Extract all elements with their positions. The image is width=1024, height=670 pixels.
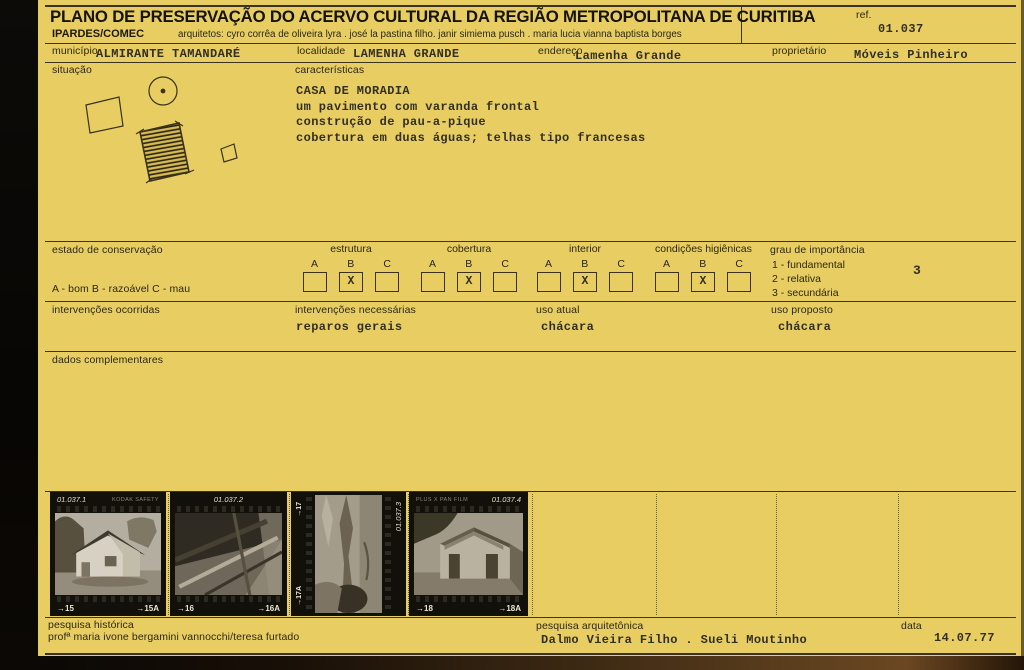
localidade-value: LAMENHA GRANDE — [353, 47, 460, 61]
situacao-label: situação — [52, 64, 92, 76]
importancia-options — [772, 258, 845, 300]
caracteristica-line: um pavimento com varanda frontal — [296, 99, 540, 114]
photo-slot-divider — [289, 494, 290, 615]
group-name: condições higiênicas — [655, 243, 752, 255]
col-letter-a: A — [663, 258, 671, 270]
organization-label: IPARDES/COMEC — [52, 28, 145, 40]
photo-image-house-corner — [414, 513, 523, 595]
municipio-value: ALMIRANTE TAMANDARÉ — [96, 47, 241, 61]
photo-negative-2 — [170, 492, 287, 616]
photo-slot-divider — [776, 494, 777, 615]
photo-ref: 01.037.2 — [213, 495, 244, 504]
data-value: 14.07.77 — [934, 631, 995, 645]
conservacao-label: estado de conservação — [52, 244, 163, 256]
scan-bottom-edge — [38, 656, 1024, 670]
divider — [45, 617, 1016, 618]
data-label: data — [901, 620, 922, 632]
uso-atual-label: uso atual — [536, 304, 580, 316]
checkbox-cobertura-b: X — [457, 272, 481, 292]
checkbox-higienicas-a — [655, 272, 679, 292]
film-sprockets — [55, 506, 161, 512]
col-letter-c: C — [617, 258, 625, 270]
dados-complementares-label: dados complementares — [52, 354, 164, 366]
caracteristicas-label: características — [295, 64, 365, 76]
importancia-option: 1 - fundamental — [772, 259, 845, 271]
film-sprockets — [306, 497, 312, 611]
endereco-value: Lamenha Grande — [575, 49, 682, 63]
photo-ref: 01.037.3 — [393, 502, 403, 532]
site-plan-sketch — [58, 72, 278, 202]
frame-number: →18 — [416, 604, 433, 613]
divider — [45, 62, 1016, 63]
col-letter-c: C — [735, 258, 743, 270]
checkbox-interior-a — [537, 272, 561, 292]
intervencoes-necessarias-label: intervenções necessárias — [295, 304, 416, 316]
caracteristica-line: CASA DE MORADIA — [296, 84, 411, 98]
col-letter-b: B — [465, 258, 473, 270]
col-letter-b: B — [347, 258, 355, 270]
pesquisa-historica-label: pesquisa histórica — [48, 619, 134, 631]
checkbox-cobertura-c — [493, 272, 517, 292]
frame-number: →16A — [257, 604, 280, 613]
checkbox-cobertura-a — [421, 272, 445, 292]
group-name: cobertura — [446, 243, 492, 255]
photo-image-roof-structure — [175, 513, 282, 595]
frame-number: →17A — [295, 586, 303, 606]
importancia-option: 2 - relativa — [772, 273, 822, 285]
film-brand-text: KODAK SAFETY — [112, 496, 159, 503]
conservacao-group-estrutura — [303, 243, 399, 292]
checkbox-interior-b: X — [573, 272, 597, 292]
intervencoes-ocorridas-label: intervenções ocorridas — [52, 304, 160, 316]
film-sprockets — [414, 506, 523, 512]
photo-image-house-front — [55, 513, 161, 595]
photo-negative-4 — [409, 492, 528, 616]
intervencoes-necessarias-value: reparos gerais — [296, 320, 403, 334]
group-name: estrutura — [330, 243, 372, 255]
col-letter-a: A — [429, 258, 437, 270]
pesquisa-arquitetonica-value: Dalmo Vieira Filho . Sueli Moutinho — [541, 633, 808, 647]
localidade-label: localidade — [297, 45, 346, 57]
photo-slot-divider — [898, 494, 899, 615]
pesquisa-arquitetonica-label: pesquisa arquitetônica — [536, 620, 644, 632]
divider — [45, 653, 1016, 655]
col-letter-b: B — [581, 258, 589, 270]
caracteristica-line: construção de pau-a-pique — [296, 115, 487, 129]
proprietario-label: proprietário — [772, 45, 827, 57]
checkbox-estrutura-b: X — [339, 272, 363, 292]
caracteristica-line: cobertura em duas águas; telhas tipo francesas — [296, 130, 646, 145]
ref-value: 01.037 — [878, 22, 924, 36]
checkbox-estrutura-a — [303, 272, 327, 292]
conservacao-group-interior — [537, 243, 633, 292]
photo-slot-divider — [656, 494, 657, 615]
importancia-label: grau de importância — [770, 244, 865, 256]
divider — [45, 241, 1016, 242]
endereco-label: endereço — [538, 45, 583, 57]
photo-negative-1 — [50, 492, 166, 616]
importancia-value: 3 — [913, 263, 922, 278]
divider — [45, 351, 1016, 352]
scan-left-edge — [0, 0, 38, 670]
col-letter-a: A — [311, 258, 319, 270]
conservacao-legend: A - bom B - razoável C - mau — [52, 283, 191, 295]
architects-credit: arquitetos: cyro corrêa de oliveira lyra . josé la pastina filho. janir simiema pusch . maria lucia vianna baptista borges — [178, 29, 682, 40]
uso-proposto-value: chácara — [778, 320, 832, 334]
film-sprockets — [175, 506, 282, 512]
divider — [45, 43, 1016, 44]
col-letter-c: C — [501, 258, 509, 270]
conservacao-group-cobertura — [421, 243, 517, 292]
importancia-option: 3 - secundária — [772, 287, 839, 299]
pesquisa-historica-value: profª maria ivone bergamini vannocchi/teresa furtado — [48, 631, 300, 643]
frame-number: →15A — [136, 604, 159, 613]
conservacao-group-higienicas — [655, 243, 751, 292]
page-title: PLANO DE PRESERVAÇÃO DO ACERVO CULTURAL DA REGIÃO METROPOLITANA DE CURITIBA — [50, 7, 816, 26]
col-letter-a: A — [545, 258, 553, 270]
col-letter-c: C — [383, 258, 391, 270]
photo-image-wall-detail — [315, 495, 382, 613]
uso-atual-value: chácara — [541, 320, 595, 334]
frame-number: →18A — [498, 604, 521, 613]
frame-number: →17 — [295, 502, 303, 517]
uso-proposto-label: uso proposto — [771, 304, 833, 316]
ref-label: ref. — [856, 9, 872, 21]
photo-ref: 01.037.1 — [57, 495, 87, 504]
photo-slot-divider — [532, 494, 533, 615]
film-brand-text: PLUS X PAN FILM — [416, 496, 469, 503]
checkbox-higienicas-b: X — [691, 272, 715, 292]
photo-slot-divider — [168, 494, 169, 615]
caracteristicas-text — [296, 84, 646, 146]
checkbox-interior-c — [609, 272, 633, 292]
group-name: interior — [568, 243, 602, 255]
divider — [45, 301, 1016, 302]
frame-number: →15 — [57, 604, 74, 613]
checkbox-higienicas-c — [727, 272, 751, 292]
checkbox-estrutura-c — [375, 272, 399, 292]
photo-ref: 01.037.4 — [491, 495, 521, 504]
municipio-label: município — [52, 45, 98, 57]
proprietario-value: Móveis Pinheiro — [854, 48, 969, 62]
photo-negative-3 — [291, 492, 406, 616]
col-letter-b: B — [699, 258, 707, 270]
frame-number: →16 — [177, 604, 194, 613]
